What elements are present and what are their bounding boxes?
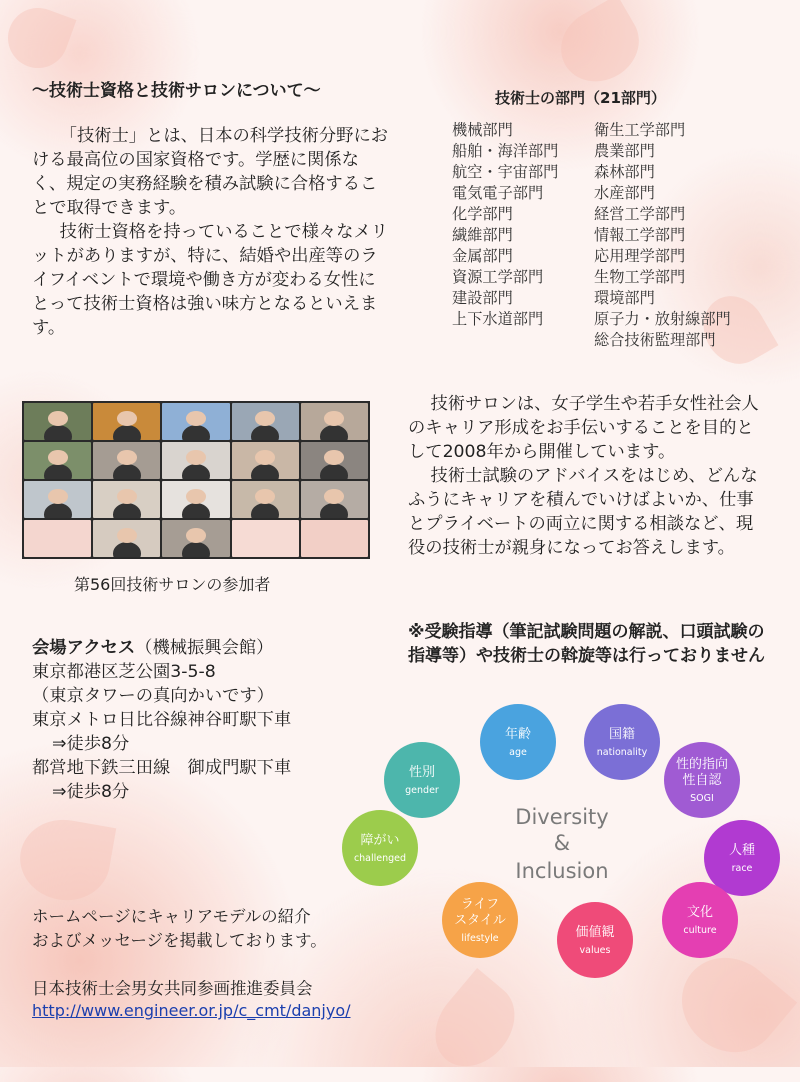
branch-item: 繊維部門 (452, 226, 513, 244)
participant-tile (93, 520, 160, 557)
diversity-circle-shape (384, 742, 460, 818)
access-address: 東京都港区芝公園3-5-8 (32, 662, 216, 682)
diversity-center-line: Inclusion (515, 859, 609, 883)
branch-item: 原子力・放射線部門 (594, 310, 731, 328)
participant-tile (162, 442, 229, 479)
blossom-decoration (548, 0, 652, 95)
organization-name: 日本技術士会男女共同参画推進委員会 (32, 979, 313, 998)
diversity-circle-label: スタイル (454, 913, 506, 928)
diversity-circle-english: age (509, 747, 527, 758)
participant-tile (232, 403, 299, 440)
blossom-tile (301, 520, 368, 557)
branch-item: 水産部門 (594, 184, 655, 202)
diversity-circle-values (557, 902, 633, 978)
participant-tile (232, 481, 299, 518)
diversity-circle-shape (662, 882, 738, 958)
diversity-center-line: Diversity (515, 805, 609, 829)
participant-tile (93, 403, 160, 440)
diversity-circle-english: values (579, 945, 611, 956)
access-walk-1: ⇒徒歩8分 (52, 734, 130, 754)
blossom-decoration (14, 813, 117, 907)
participant-tile (93, 442, 160, 479)
intro-paragraph: 技術士資格を持っていることで様々なメリットがありますが、特に、結婚や出産等のライフイベントで環境や働き方が変わる女性にとって技術士資格は強い味方となるといえます。 (32, 222, 389, 338)
branches-left-column (452, 120, 594, 351)
branches-title: 技術士の部門（21部門） (495, 89, 666, 107)
participant-tile (301, 481, 368, 518)
branch-item: 生物工学部門 (594, 268, 686, 286)
diversity-circle-label: 価値観 (575, 925, 615, 940)
blossom-tile (232, 520, 299, 557)
diversity-circle-culture (662, 882, 738, 958)
access-route-2: 都営地下鉄三田線 御成門駅下車 (32, 758, 292, 778)
access-route-1: 東京メトロ日比谷線神谷町駅下車 (32, 710, 292, 730)
branch-item: 機械部門 (452, 121, 513, 139)
branches-list (452, 120, 782, 351)
notice-text: ※受験指導（筆記試験問題の解説、口頭試験の指導等）や技術士の斡旋等は行っておりません (408, 622, 765, 666)
diversity-circle-lifestyle (442, 882, 518, 958)
diversity-circle-label: ライフ (460, 897, 500, 912)
branch-item: 電気電子部門 (452, 184, 544, 202)
participants-photo (22, 401, 370, 559)
branch-item: 環境部門 (594, 289, 655, 307)
diversity-circle-shape (557, 902, 633, 978)
photo-caption: 第56回技術サロンの参加者 (74, 575, 271, 594)
branch-item: 衛生工学部門 (594, 121, 686, 139)
intro-paragraph: 「技術士」とは、日本の科学技術分野における最高位の国家資格です。学歴に関係なく、規定の実務経験を積み試験に合格することで取得できます。 (32, 126, 389, 218)
branch-item: 金属部門 (452, 247, 513, 265)
participant-tile (301, 442, 368, 479)
diversity-circle-nationality (584, 704, 660, 780)
homepage-note (32, 905, 402, 953)
diversity-center-line: & (553, 831, 571, 855)
participant-tile (24, 481, 91, 518)
diversity-circle-shape (342, 810, 418, 886)
blossom-tile (24, 520, 91, 557)
intro-text (32, 124, 392, 340)
branch-item: 建設部門 (452, 289, 513, 307)
branch-item: 航空・宇宙部門 (452, 163, 559, 181)
participant-tile (301, 403, 368, 440)
access-walk-2: ⇒徒歩8分 (52, 782, 130, 802)
salon-text (408, 392, 768, 560)
branch-item: 森林部門 (594, 163, 655, 181)
diversity-circle-label: 年齢 (504, 727, 532, 742)
diversity-circle-english: culture (683, 925, 717, 936)
diversity-circle-english: nationality (596, 747, 648, 758)
diversity-circle-english: race (731, 863, 753, 874)
participant-tile (24, 442, 91, 479)
homepage-line: ホームページにキャリアモデルの紹介 (32, 907, 311, 926)
participant-tile (162, 481, 229, 518)
diversity-circle-shape (584, 704, 660, 780)
participant-tile (162, 403, 229, 440)
diversity-circle-race (704, 820, 780, 896)
diversity-circle-shape (480, 704, 556, 780)
diversity-circle-label: 人種 (728, 843, 756, 858)
diversity-circle-label: 性自認 (682, 773, 722, 788)
homepage-line: およびメッセージを掲載しております。 (32, 931, 327, 950)
salon-paragraph: 技術士試験のアドバイスをはじめ、どんなふうにキャリアを積んでいけばよいか、仕事とプライベートの両立に関する相談など、現役の技術士が親身になってお答えします。 (408, 466, 758, 558)
access-venue: （機械振興会館） (135, 638, 274, 658)
branch-item: 化学部門 (452, 205, 513, 223)
branch-item: 情報工学部門 (594, 226, 686, 244)
diversity-circle-english: gender (405, 785, 439, 796)
branch-item: 農業部門 (594, 142, 655, 160)
branches-right-column (594, 120, 782, 351)
branch-item: 経営工学部門 (594, 205, 686, 223)
diversity-circle-english: lifestyle (461, 933, 499, 944)
participant-tile (24, 403, 91, 440)
branch-item: 応用理学部門 (594, 247, 686, 265)
access-landmark: （東京タワーの真向かいです） (32, 686, 274, 706)
diversity-circle-challenged (342, 810, 418, 886)
salon-paragraph: 技術サロンは、女子学生や若手女性社会人のキャリア形成をお手伝いすることを目的として2008年から開催しています。 (408, 394, 759, 462)
branch-item: 上下水道部門 (452, 310, 544, 328)
branch-item: 総合技術監理部門 (594, 331, 716, 349)
participant-tile (93, 481, 160, 518)
diversity-circle-shape (704, 820, 780, 896)
branch-item: 船舶・海洋部門 (452, 142, 559, 160)
branch-item: 資源工学部門 (452, 268, 544, 286)
diversity-circle-english: challenged (353, 853, 407, 864)
page-heading: ～技術士資格と技術サロンについて～ (32, 81, 321, 101)
access-title: 会場アクセス (32, 638, 136, 658)
diversity-circle-sogi (664, 742, 740, 818)
diversity-circle-gender (384, 742, 460, 818)
participant-tile (232, 442, 299, 479)
diversity-circle-english: SOGI (690, 793, 714, 804)
diversity-circle-age (480, 704, 556, 780)
diversity-circle-label: 性別 (408, 765, 436, 780)
participant-tile (162, 520, 229, 557)
diversity-circle-label: 性的指向 (675, 757, 729, 772)
diversity-inclusion-diagram (330, 700, 790, 1000)
diversity-circle-label: 国籍 (608, 727, 636, 742)
website-link[interactable]: http://www.engineer.or.jp/c_cmt/danjyo/ (32, 1001, 351, 1020)
diversity-circle-label: 文化 (686, 905, 714, 920)
blossom-decoration (0, 0, 76, 76)
diversity-circle-label: 障がい (360, 833, 400, 848)
